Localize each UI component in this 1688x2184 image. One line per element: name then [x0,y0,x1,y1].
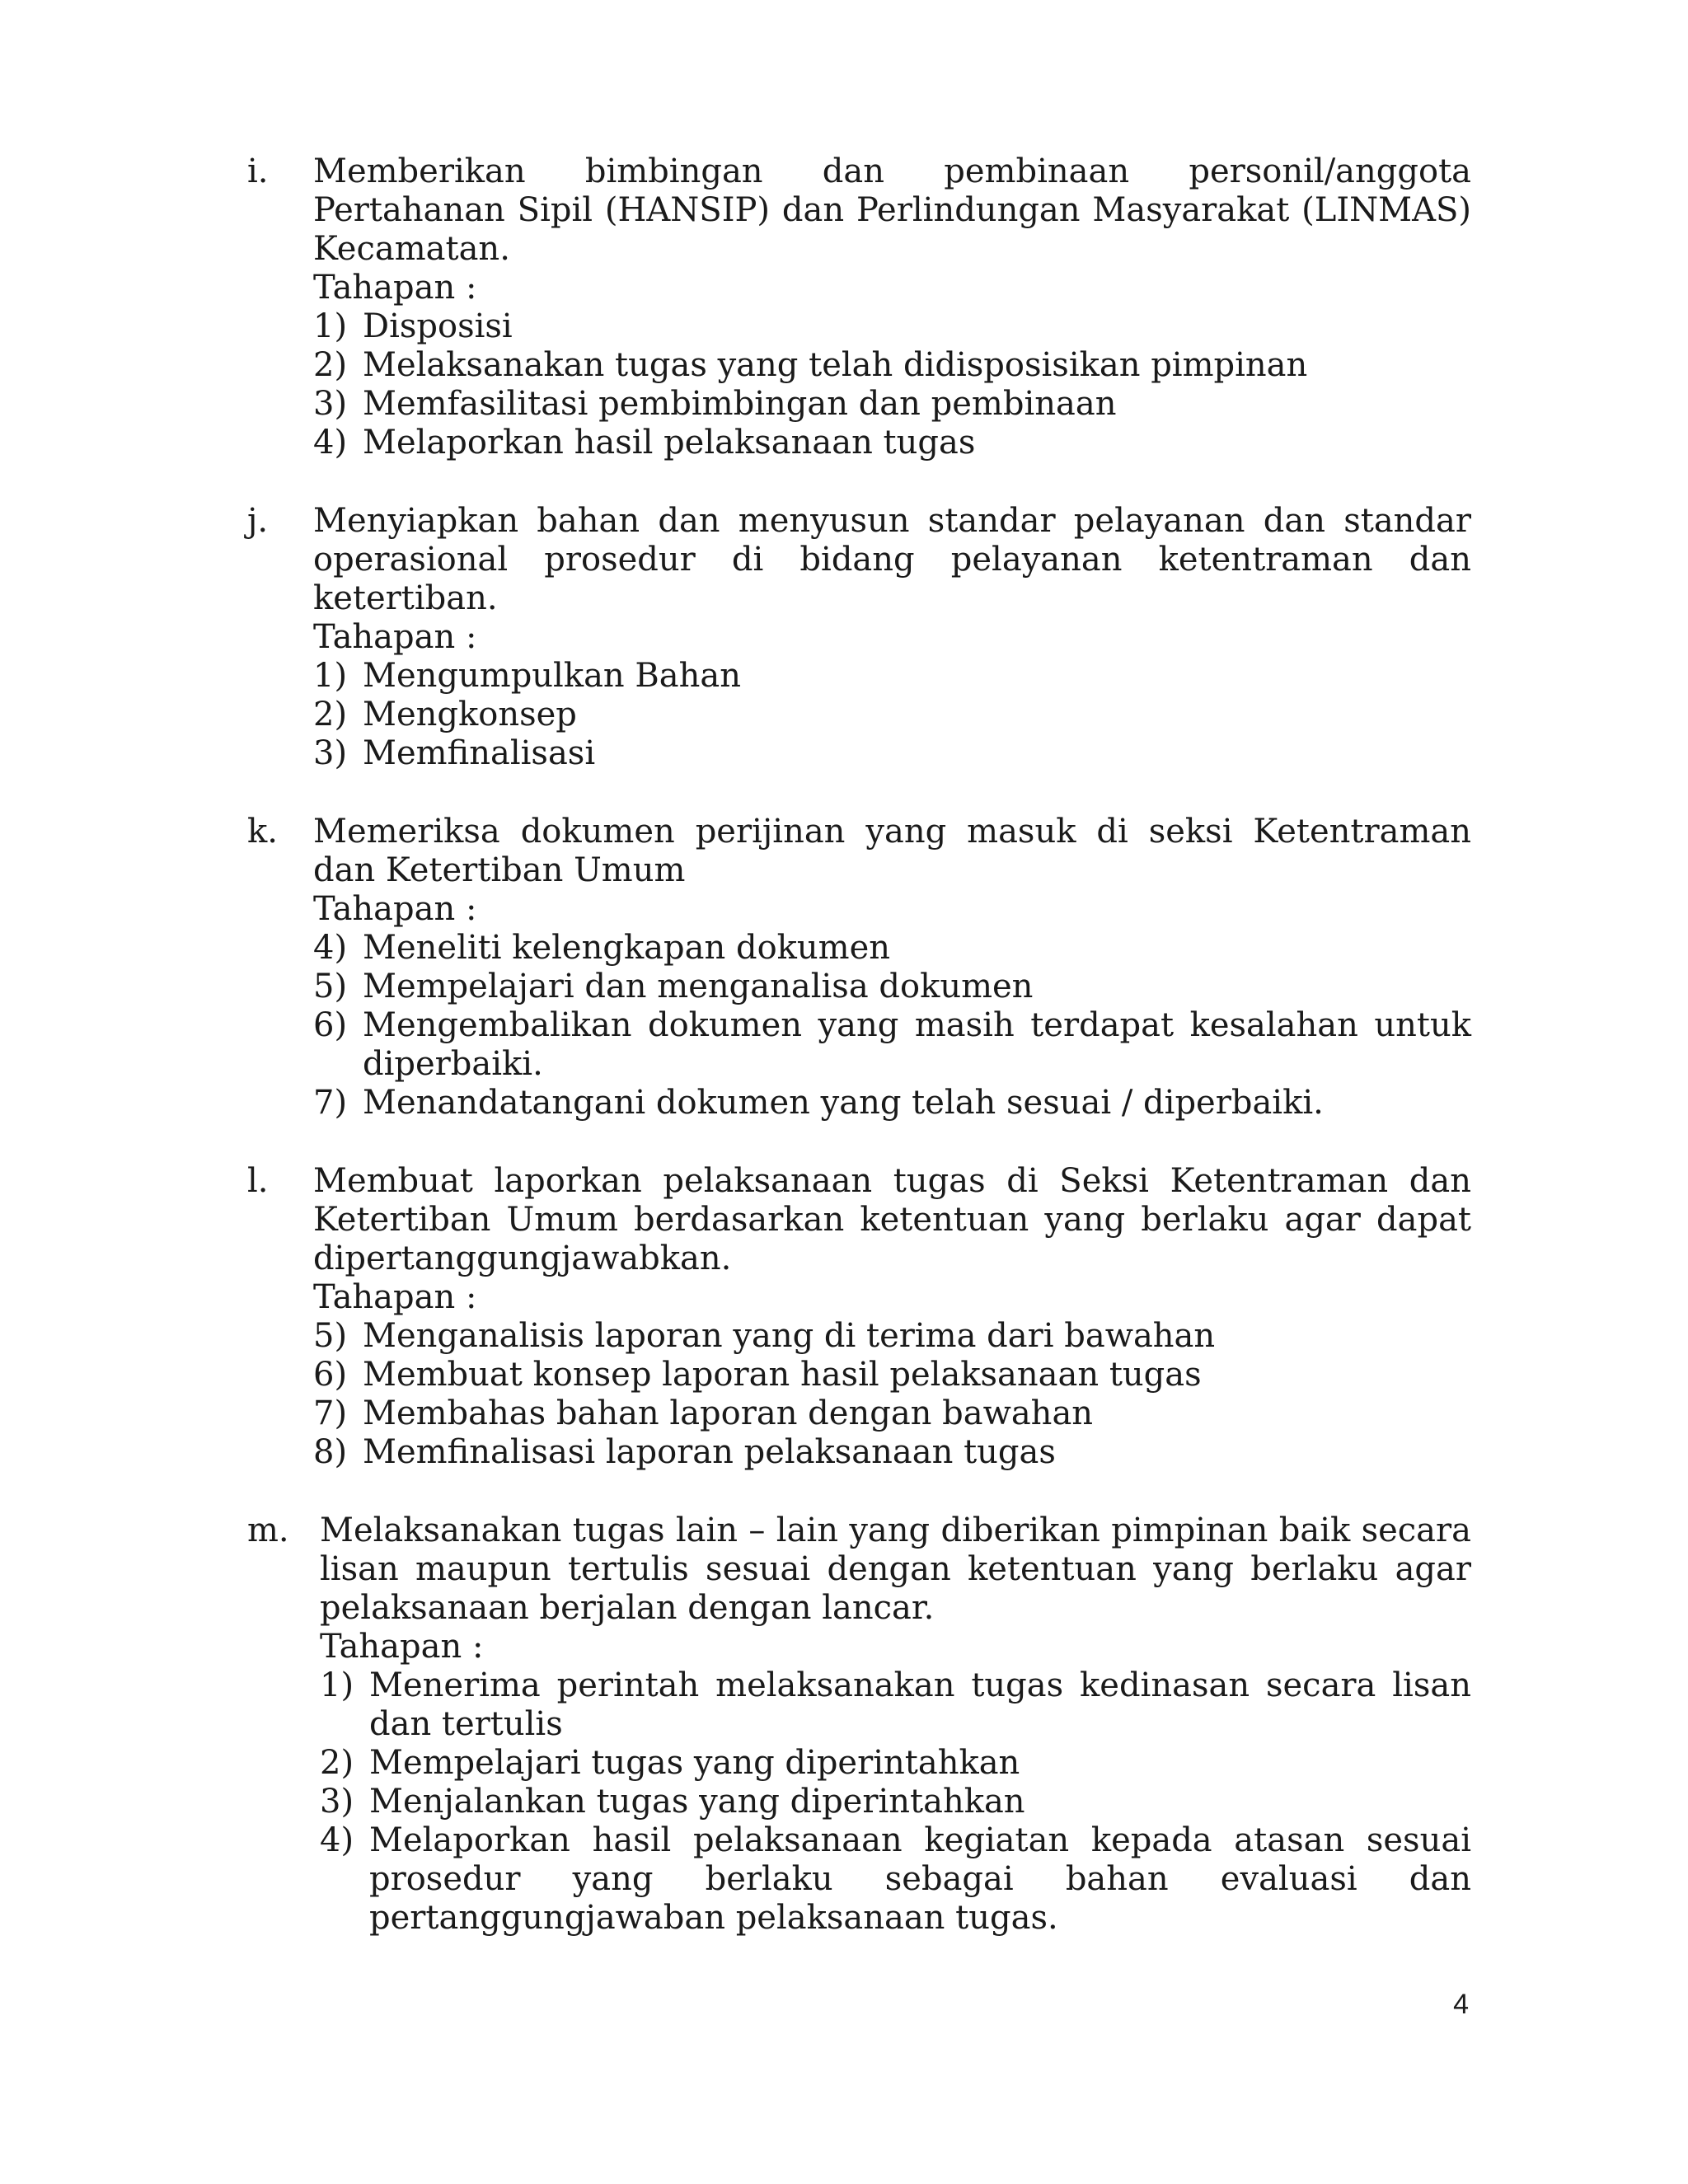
tahapan-label: Tahapan : [313,890,477,928]
section-body [313,1162,1471,1472]
section-marker: m. [247,1511,289,1549]
step-number: 1) [320,1666,354,1704]
list-item [313,696,1471,734]
step-text: Membuat konsep laporan hasil pelaksanaan tugas [363,1356,1202,1394]
step-text: Mempelajari tugas yang diperintahkan [369,1744,1020,1782]
list-item [313,657,1471,696]
step-text: Membahas bahan laporan dengan bawahan [363,1394,1094,1432]
step-number: 1) [313,307,348,345]
step-list [313,929,1471,1122]
list-item [313,929,1471,968]
step-number: 6) [313,1356,348,1394]
document-body [247,152,1471,1977]
step-text: Melaksanakan tugas yang telah didisposisikan pimpinan [363,346,1308,384]
section-marker: l. [247,1162,269,1200]
list-item [313,734,1471,773]
section-title: Membuat laporkan pelaksanaan tugas di Seksi Ketentraman dan Ketertiban Umum berdasarkan ketentuan yang berlaku agar dapat dipertanggungjawabkan. [313,1162,1471,1277]
section-marker: i. [247,152,269,190]
step-text: Melaporkan hasil pelaksanaan kegiatan kepada atasan sesuai prosedur yang berlaku sebagai bahan evaluasi dan pertanggungjawaban pelaksanaan tugas. [369,1821,1471,1937]
section-title: Menyiapkan bahan dan menyusun standar pelayanan dan standar operasional prosedur di bidang pelayanan ketentraman dan ketertiban. [313,502,1471,617]
tahapan-label: Tahapan : [320,1628,484,1666]
step-number: 2) [313,346,348,384]
section-k [247,813,1471,1122]
step-number: 4) [320,1821,354,1859]
step-text: Memfasilitasi pembimbingan dan pembinaan [363,385,1117,423]
list-item [320,1821,1471,1938]
section-j [247,502,1471,773]
step-number: 2) [320,1744,354,1782]
list-item [313,424,1471,462]
step-list [313,1317,1471,1472]
section-marker: j. [247,502,269,540]
step-number: 4) [313,424,348,462]
step-text: Mengembalikan dokumen yang masih terdapat kesalahan untuk diperbaiki. [363,1006,1471,1083]
section-body [313,502,1471,773]
section-title: Memeriksa dokumen perijinan yang masuk di seksi Ketentraman dan Ketertiban Umum [313,813,1471,889]
step-list [313,307,1471,462]
section-marker: k. [247,813,278,851]
section-body [313,152,1471,462]
step-number: 3) [313,734,348,772]
list-item [313,968,1471,1006]
step-text: Mempelajari dan menganalisa dokumen [363,968,1034,1005]
step-number: 3) [313,385,348,423]
section-m [247,1511,1471,1938]
section-i [247,152,1471,462]
step-text: Menerima perintah melaksanakan tugas kedinasan secara lisan dan tertulis [369,1666,1471,1743]
step-number: 7) [313,1084,348,1122]
step-text: Disposisi [363,307,513,345]
step-number: 5) [313,968,348,1005]
list-item [313,1006,1471,1084]
tahapan-label: Tahapan : [313,618,477,656]
step-text: Menjalankan tugas yang diperintahkan [369,1783,1025,1821]
list-item [320,1783,1471,1821]
step-number: 6) [313,1006,348,1044]
step-text: Meneliti kelengkapan dokumen [363,929,891,967]
step-list [320,1666,1471,1938]
section-title: Memberikan bimbingan dan pembinaan personil/anggota Pertahanan Sipil (HANSIP) dan Perlindungan Masyarakat (LINMAS) Kecamatan. [313,152,1471,268]
section-l [247,1162,1471,1472]
list-item [313,385,1471,424]
list-item [313,1433,1471,1472]
section-body [320,1511,1471,1938]
step-text: Memfinalisasi laporan pelaksanaan tugas [363,1433,1056,1471]
list-item [313,307,1471,346]
step-number: 5) [313,1317,348,1355]
step-text: Mengkonsep [363,696,577,733]
tahapan-label: Tahapan : [313,269,477,307]
list-item [313,1356,1471,1394]
step-text: Mengumpulkan Bahan [363,657,742,695]
list-item [320,1666,1471,1744]
step-number: 4) [313,929,348,967]
step-text: Melaporkan hasil pelaksanaan tugas [363,424,976,462]
tahapan-label: Tahapan : [313,1278,477,1316]
step-number: 1) [313,657,348,695]
list-item [313,1394,1471,1433]
list-item [313,346,1471,385]
step-text: Menganalisis laporan yang di terima dari bawahan [363,1317,1216,1355]
section-body [313,813,1471,1122]
step-number: 2) [313,696,348,733]
step-number: 8) [313,1433,348,1471]
step-text: Menandatangani dokumen yang telah sesuai / diperbaiki. [363,1084,1324,1122]
section-title: Melaksanakan tugas lain – lain yang diberikan pimpinan baik secara lisan maupun tertulis sesuai dengan ketentuan yang berlaku agar pelaksanaan berjalan dengan lancar. [320,1511,1471,1627]
step-number: 7) [313,1394,348,1432]
list-item [313,1317,1471,1356]
list-item [320,1744,1471,1783]
step-list [313,657,1471,773]
list-item [313,1084,1471,1122]
page-number: 4 [1453,1989,1469,2020]
step-text: Memfinalisasi [363,734,596,772]
step-number: 3) [320,1783,354,1821]
